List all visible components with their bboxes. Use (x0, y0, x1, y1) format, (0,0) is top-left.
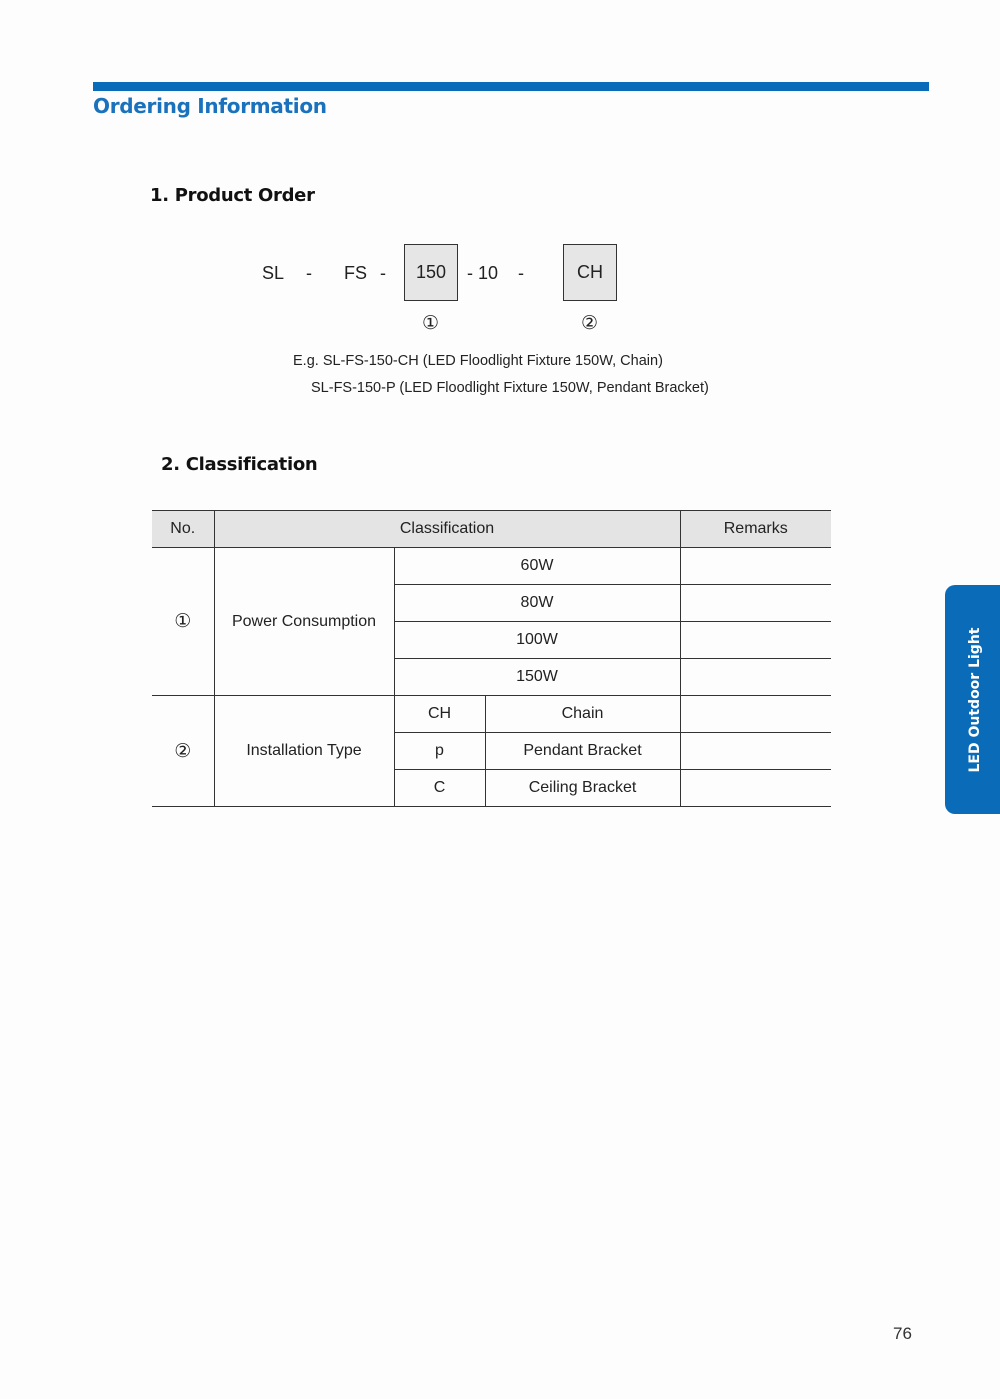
product-order-title: 1. Product Order (150, 185, 315, 206)
option-desc: Pendant Bracket (485, 733, 680, 770)
remarks-cell (680, 548, 831, 585)
remarks-cell (680, 770, 831, 807)
remarks-cell (680, 696, 831, 733)
header-classification: Classification (214, 511, 680, 548)
group-name: Installation Type (214, 696, 394, 807)
code-part-10: - 10 (467, 263, 499, 283)
remarks-cell (680, 659, 831, 696)
option-value: 150W (394, 659, 680, 696)
code-separator: - (306, 263, 312, 283)
side-tab (945, 585, 1000, 814)
table-row (152, 548, 831, 585)
marker-1: ① (422, 313, 440, 334)
code-separator: - (518, 263, 524, 283)
code-box-wattage: 150 (404, 244, 458, 301)
group-name: Power Consumption (214, 548, 394, 696)
header-no: No. (152, 511, 214, 548)
classification-title: 2. Classification (161, 454, 318, 475)
row-number: ① (152, 548, 214, 696)
header-remarks: Remarks (680, 511, 831, 548)
code-part-fs: FS (344, 263, 368, 283)
example-line-2: SL-FS-150-P (LED Floodlight Fixture 150W, Pendant Bracket) (311, 380, 709, 396)
table-header-row (152, 511, 831, 548)
side-tab-label: LED Outdoor Light (967, 627, 983, 772)
option-desc: Chain (485, 696, 680, 733)
code-part-sl: SL (262, 263, 285, 283)
option-code: C (394, 770, 485, 807)
example-line-1: E.g. SL-FS-150-CH (LED Floodlight Fixture 150W, Chain) (293, 353, 663, 369)
code-separator: - (380, 263, 386, 283)
marker-2: ② (581, 313, 599, 334)
option-code: p (394, 733, 485, 770)
remarks-cell (680, 733, 831, 770)
page-title: Ordering Information (93, 94, 327, 118)
page-number: 76 (893, 1324, 912, 1343)
classification-table (152, 510, 831, 807)
option-value: 60W (394, 548, 680, 585)
remarks-cell (680, 585, 831, 622)
table-row (152, 696, 831, 733)
option-desc: Ceiling Bracket (485, 770, 680, 807)
option-value: 80W (394, 585, 680, 622)
option-code: CH (394, 696, 485, 733)
header-bar (93, 82, 929, 91)
row-number: ② (152, 696, 214, 807)
code-box-installation: CH (563, 244, 617, 301)
option-value: 100W (394, 622, 680, 659)
remarks-cell (680, 622, 831, 659)
